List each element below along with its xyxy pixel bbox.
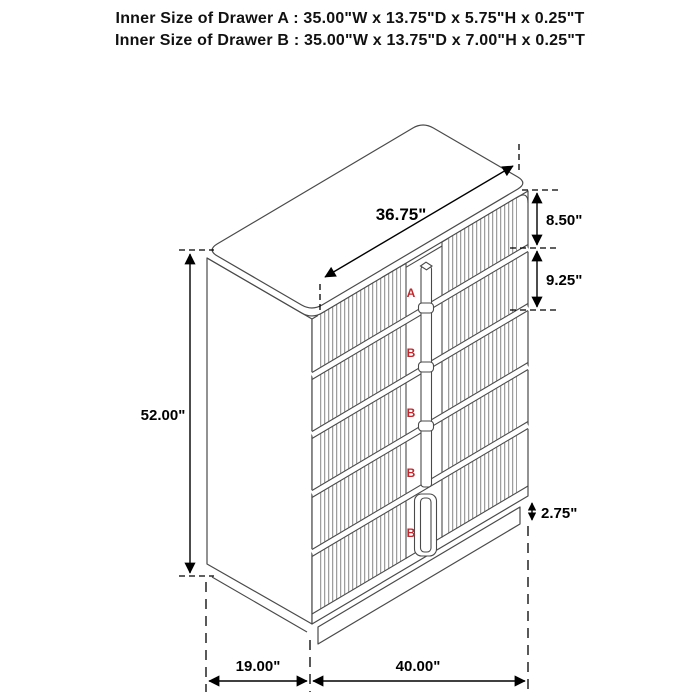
dimension-label-2-75: 2.75" — [541, 505, 578, 522]
dimension-base-height — [532, 503, 577, 522]
drawer-a-size-text: Inner Size of Drawer A : 35.00"W x 13.75"D x 5.75"H x 0.25"T — [115, 10, 585, 27]
handle-joint-2 — [419, 362, 434, 372]
dimension-label-8-50: 8.50" — [546, 212, 583, 229]
drawer-label-b4: B — [406, 526, 416, 540]
fluted-column-right — [448, 198, 517, 534]
cabinet-drawing — [207, 125, 528, 644]
dimension-label-36-75: 36.75" — [375, 205, 427, 224]
cabinet-side-panel — [207, 258, 312, 624]
handle-rod — [421, 266, 432, 487]
fluted-column-left — [318, 266, 401, 610]
handle-bottom-rod — [421, 498, 432, 552]
dimension-label-40-00: 40.00" — [395, 658, 441, 675]
dimension-label-19-00: 19.00" — [235, 658, 281, 675]
drawer-label-b2: B — [406, 406, 416, 420]
dimension-label-52-00: 52.00" — [140, 407, 186, 424]
drawer-label-b1: B — [406, 346, 416, 360]
drawer-label-a: A — [406, 286, 416, 300]
drawer-b-size-text: Inner Size of Drawer B : 35.00"W x 13.75"D x 7.00"H x 0.25"T — [114, 32, 586, 49]
handle-joint-3 — [419, 421, 434, 431]
dimension-overall-height — [141, 250, 214, 576]
handle-joint-1 — [419, 303, 434, 313]
drawer-label-b3: B — [406, 466, 416, 480]
dimension-label-9-25: 9.25" — [546, 272, 583, 289]
